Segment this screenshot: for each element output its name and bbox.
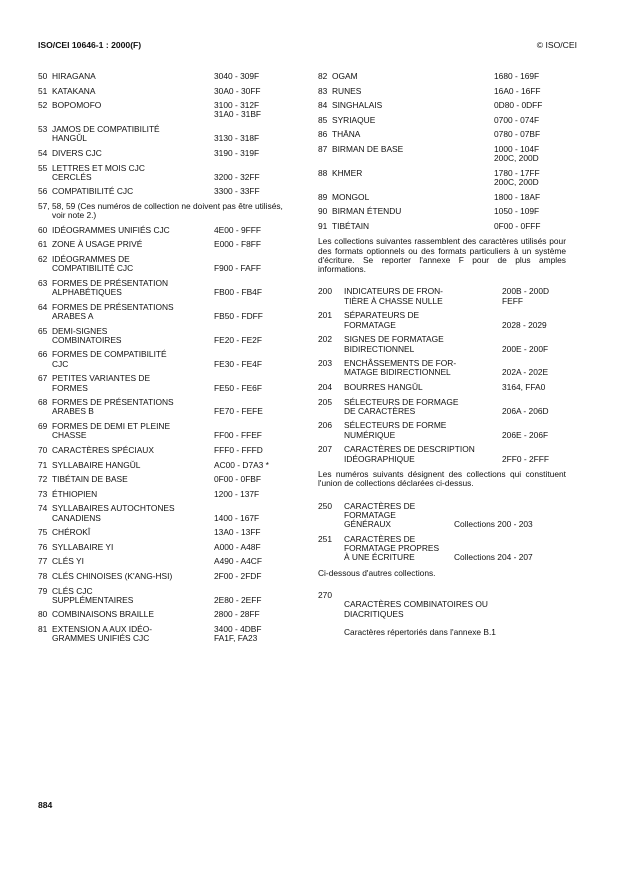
collection-name: TIBÉTAIN DE BASE xyxy=(52,474,128,485)
collection-name: HIRAGANA xyxy=(52,71,96,81)
collection-name: CARACTÈRES DE DESCRIPTION IDÉOGRAPHIQUE xyxy=(344,444,475,464)
collection-number: 206 xyxy=(318,420,332,431)
collection-name: SYRIAQUE xyxy=(332,114,376,125)
collection-number: 82 xyxy=(318,71,328,81)
collection-code-range: 206A - 206D xyxy=(502,405,549,416)
collection-row xyxy=(318,101,566,110)
collection-row xyxy=(318,535,566,563)
right-column xyxy=(318,72,566,652)
collection-name: CLÉS YI xyxy=(52,556,84,567)
collection-number: 52 xyxy=(38,100,48,111)
collection-number: 64 xyxy=(38,301,48,312)
collection-number: 61 xyxy=(38,239,48,250)
collection-code-range: 0780 - 07BF xyxy=(494,129,541,140)
collection-row xyxy=(318,207,566,216)
collection-code-range: AC00 - D7A3 * xyxy=(214,459,269,470)
collection-number: 60 xyxy=(38,224,48,235)
collection-number: 78 xyxy=(38,571,48,581)
collection-row xyxy=(38,303,286,322)
collection-row xyxy=(318,335,566,354)
collection-code-range: 30A0 - 30FF xyxy=(214,85,261,96)
collection-row xyxy=(38,398,286,417)
collection-row xyxy=(38,625,286,644)
collection-number: 91 xyxy=(318,220,328,231)
collection-name: SYLLABAIRE HANGŬL xyxy=(52,459,141,470)
collection-name: CARACTÈRES COMBINATOIRES OU DIACRITIQUES xyxy=(344,599,488,619)
collection-row xyxy=(38,72,286,81)
collection-number: 87 xyxy=(318,143,328,154)
collection-number: 67 xyxy=(38,373,48,384)
collection-row xyxy=(38,504,286,523)
collection-name: BOPOMOFO xyxy=(52,100,102,111)
collection-row xyxy=(38,557,286,566)
collection-code-range: Collections 204 - 207 xyxy=(454,552,533,563)
collection-number: 203 xyxy=(318,358,332,369)
collection-code-range: F900 - FAFF xyxy=(214,263,262,274)
collection-name: SÉLECTEURS DE FORME NUMÉRIQUE xyxy=(344,420,447,440)
collection-name: BOURRES HANGŬL xyxy=(344,381,423,392)
collection-number: 74 xyxy=(38,503,48,514)
collection-name: IDÉOGRAMMES UNIFIÉS CJC xyxy=(52,224,170,235)
collection-code-range: A490 - A4CF xyxy=(214,556,262,567)
collection-name: IDÉOGRAMMES DE COMPATIBILITÉ CJC xyxy=(52,253,134,274)
collection-code-range: FE20 - FE2F xyxy=(214,334,262,345)
collection-row xyxy=(38,475,286,484)
collection-number: 207 xyxy=(318,444,332,455)
collection-name: FORMES DE PRÉSENTATION ALPHABÉTIQUES xyxy=(52,277,169,298)
collection-list-b xyxy=(38,226,286,644)
collection-name: FORMES DE PRÉSENTATIONS ARABES A xyxy=(52,301,174,321)
collection-number: 50 xyxy=(38,71,48,81)
other-collection-row xyxy=(318,591,566,647)
collection-name: COMPATIBILITÉ CJC xyxy=(52,186,134,197)
collection-row xyxy=(318,359,566,378)
collection-row xyxy=(38,446,286,455)
collection-row xyxy=(38,255,286,274)
collection-code-range: 0D80 - 0DFF xyxy=(494,100,543,111)
collection-row xyxy=(318,222,566,231)
collection-code-range: 3300 - 33FF xyxy=(214,186,260,197)
collection-name: LETTRES ET MOIS CJC CERCLÉS xyxy=(52,162,145,182)
collection-number: 79 xyxy=(38,585,48,596)
collection-row xyxy=(318,445,566,464)
collection-list-a xyxy=(38,72,286,197)
collection-number: 62 xyxy=(38,253,48,264)
collection-name: ÉTHIOPIEN xyxy=(52,488,98,499)
collection-code-range: 2F00 - 2FDF xyxy=(214,571,262,581)
collection-code-range: 13A0 - 13FF xyxy=(214,527,261,538)
collection-row xyxy=(318,311,566,330)
other-intro-paragraph: Ci-dessous d'autres collections. xyxy=(318,567,436,578)
collection-name: SINGHALAIS xyxy=(332,100,383,111)
collection-code-range: Collections 200 - 203 xyxy=(454,519,533,530)
collection-number: 65 xyxy=(38,325,48,336)
collection-number: 84 xyxy=(318,100,328,111)
collection-name: SÉLECTEURS DE FORMAGE DE CARACTÈRES xyxy=(344,396,459,416)
collection-number: 54 xyxy=(38,147,48,158)
collection-row xyxy=(318,116,566,125)
collection-name: FORMES DE DEMI ET PLEINE CHASSE xyxy=(52,421,171,441)
collection-row xyxy=(318,287,566,306)
page-number: 884 xyxy=(38,800,53,810)
collection-code-range: 2800 - 28FF xyxy=(214,609,260,620)
collection-number: 83 xyxy=(318,85,328,96)
collection-code-range: 1050 - 109F xyxy=(494,206,540,217)
collection-row xyxy=(38,461,286,470)
collection-row xyxy=(38,164,286,183)
collection-row xyxy=(38,528,286,537)
collection-row xyxy=(38,490,286,499)
collection-number: 205 xyxy=(318,396,332,407)
left-column xyxy=(38,72,286,649)
collection-name: BIRMAN DE BASE xyxy=(332,143,404,154)
collection-number: 72 xyxy=(38,474,48,485)
collection-code-range: 200B - 200D FEFF xyxy=(502,286,550,306)
collection-code-range: FB50 - FDFF xyxy=(214,310,263,321)
union-collection-list xyxy=(318,502,566,563)
collection-code-range: 3190 - 319F xyxy=(214,147,260,158)
collection-code-range: FB00 - FB4F xyxy=(214,287,262,298)
collection-number: 90 xyxy=(318,206,328,217)
collection-row xyxy=(38,543,286,552)
collection-row xyxy=(38,572,286,581)
collection-name: RUNES xyxy=(332,85,362,96)
collection-number: 88 xyxy=(318,167,328,178)
collection-code-range: 3130 - 318F xyxy=(214,133,260,144)
collection-code-range: 1000 - 104F 200C, 200D xyxy=(494,143,540,164)
collection-code-range: A000 - A48F xyxy=(214,541,261,552)
collection-code-range: 1800 - 18AF xyxy=(494,191,541,202)
collection-name: CLÉS CHINOISES (K'ANG-HSI) xyxy=(52,571,173,581)
union-intro-paragraph: Les numéros suivants désignent des collections qui constituent l'union de collections déclarées ci-dessus. xyxy=(318,468,566,489)
collection-number: 71 xyxy=(38,459,48,470)
collection-code-range: FE30 - FE4F xyxy=(214,358,262,369)
collection-row xyxy=(38,327,286,346)
collection-row xyxy=(318,502,566,530)
collection-name: CLÉS CJC SUPPLÉMENTAIRES xyxy=(52,585,134,605)
collection-number: 201 xyxy=(318,310,332,321)
copyright-header: © ISO/CEI xyxy=(536,40,577,50)
collection-name: DEMI-SIGNES COMBINATOIRES xyxy=(52,325,122,345)
collection-row xyxy=(318,398,566,417)
collection-number: 85 xyxy=(318,114,328,125)
collection-number: 204 xyxy=(318,381,332,392)
collection-code-range: 16A0 - 16FF xyxy=(494,85,541,96)
collection-number: 200 xyxy=(318,286,332,297)
collection-number: 53 xyxy=(38,124,48,135)
collection-row xyxy=(38,350,286,369)
collection-code-range: 1400 - 167F xyxy=(214,512,260,523)
collection-name: COMBINAISONS BRAILLE xyxy=(52,609,154,620)
collection-number: 56 xyxy=(38,186,48,197)
collection-code-range: 200E - 200F xyxy=(502,343,549,354)
document-standard-header: ISO/CEI 10646-1 : 2000(F) xyxy=(38,40,142,50)
collection-row xyxy=(38,87,286,96)
collection-code-range: 3040 - 309F xyxy=(214,71,260,81)
collection-code-range: 0F00 - 0FFF xyxy=(494,220,541,231)
collection-name: FORMES DE COMPATIBILITÉ CJC xyxy=(52,349,167,369)
collection-number: 202 xyxy=(318,334,332,345)
collection-name: DIVERS CJC xyxy=(52,147,102,158)
collection-row xyxy=(38,125,286,144)
collection-code-range: FE50 - FE6F xyxy=(214,382,262,393)
collection-name: ZONE À USAGE PRIVÉ xyxy=(52,239,143,250)
collection-row xyxy=(318,421,566,440)
collection-number: 86 xyxy=(318,129,328,140)
collection-code-range: 3100 - 312F 31A0 - 31BF xyxy=(214,100,262,120)
collection-row xyxy=(38,422,286,441)
collection-name: SÉPARATEURS DE FORMATAGE xyxy=(344,310,420,330)
collection-number: 63 xyxy=(38,277,48,288)
collection-name: THĀNA xyxy=(332,129,361,140)
collection-row xyxy=(38,226,286,235)
collection-name: CARACTÈRES DE FORMATAGE PROPRES À UNE ÉCRITURE xyxy=(344,533,440,563)
collection-row xyxy=(38,279,286,298)
collection-row xyxy=(318,383,566,392)
collection-code-range: 2028 - 2029 xyxy=(502,319,547,330)
collection-number: 81 xyxy=(38,624,48,635)
collection-number: 66 xyxy=(38,349,48,360)
collection-description: Caractères répertoriés dans l'annexe B.1 xyxy=(344,627,496,638)
collection-row xyxy=(38,101,286,120)
collection-code-range: 206E - 206F xyxy=(502,429,549,440)
collection-name: CHÉROKÎ xyxy=(52,527,91,538)
collection-name: OGAM xyxy=(332,71,358,81)
collection-list-c xyxy=(318,72,566,231)
collection-name: BIRMAN ÉTENDU xyxy=(332,206,402,217)
collection-row xyxy=(38,240,286,249)
collection-name: PETITES VARIANTES DE FORMES xyxy=(52,373,151,393)
collection-row xyxy=(38,374,286,393)
collection-number: 80 xyxy=(38,609,48,620)
collection-code-range: 3400 - 4DBF FA1F, FA23 xyxy=(214,624,262,644)
collection-name: ENCHÂSSEMENTS DE FOR- MATAGE BIDIRECTIONNEL xyxy=(344,358,457,378)
collection-name: FORMES DE PRÉSENTATIONS ARABES B xyxy=(52,397,174,417)
format-intro-paragraph: Les collections suivantes rassemblent des caractères utilisés pour des formats optionnels ou des formats particuliers à un système d'écriture. Se reporter l'annexe F pour de plus amples informations. xyxy=(318,236,566,275)
collection-name: EXTENSION A AUX IDÉO- GRAMMES UNIFIÉS CJC xyxy=(52,624,153,644)
collection-code-range: 1200 - 137F xyxy=(214,488,260,499)
collection-number: 70 xyxy=(38,444,48,455)
collection-row xyxy=(318,87,566,96)
collection-name: SYLLABAIRE YI xyxy=(52,541,114,552)
collection-code-range: 2FF0 - 2FFF xyxy=(502,453,549,464)
collection-number: 73 xyxy=(38,488,48,499)
collection-code-range: FF00 - FFEF xyxy=(214,430,262,441)
collection-code-range: FFF0 - FFFD xyxy=(214,444,263,455)
collection-row xyxy=(318,169,566,188)
collection-code-range: 0F00 - 0FBF xyxy=(214,474,262,485)
collection-row xyxy=(318,130,566,139)
collection-number: 251 xyxy=(318,533,332,544)
collection-number: 55 xyxy=(38,162,48,173)
collection-number: 89 xyxy=(318,191,328,202)
collection-row xyxy=(38,610,286,619)
collection-name: SYLLABAIRES AUTOCHTONES CANADIENS xyxy=(52,503,175,523)
collection-code-range: 0700 - 074F xyxy=(494,114,540,125)
collection-name: KATAKANA xyxy=(52,85,96,96)
format-collection-list xyxy=(318,287,566,464)
collection-name: MONGOL xyxy=(332,191,370,202)
collection-name: INDICATEURS DE FRON- TIÈRE À CHASSE NULLE xyxy=(344,286,443,306)
collection-code-range: 3200 - 32FF xyxy=(214,171,260,182)
collection-code-range: 3164, FFA0 xyxy=(502,381,546,392)
collection-code-range: E000 - F8FF xyxy=(214,239,262,250)
collection-number: 51 xyxy=(38,85,48,96)
collection-number: 77 xyxy=(38,556,48,567)
collection-name: JAMOS DE COMPATIBILITÉ HANGŬL xyxy=(52,124,160,144)
collection-row xyxy=(318,72,566,81)
collection-number: 250 xyxy=(318,500,332,511)
collection-number: 68 xyxy=(38,397,48,408)
collection-row xyxy=(38,187,286,196)
collection-name: SIGNES DE FORMATAGE BIDIRECTIONNEL xyxy=(344,334,444,354)
collection-number: 76 xyxy=(38,541,48,552)
collection-number: 75 xyxy=(38,527,48,538)
collection-code-range: 202A - 202E xyxy=(502,367,549,378)
collection-code-range: 2E80 - 2EFF xyxy=(214,594,262,605)
collection-number: 270 xyxy=(318,589,332,600)
collection-row xyxy=(38,587,286,606)
collection-number: 69 xyxy=(38,421,48,432)
collection-code-range: 1780 - 17FF 200C, 200D xyxy=(494,167,540,188)
collection-code-range: FE70 - FEFE xyxy=(214,406,263,417)
reserved-note: 57, 58, 59 (Ces numéros de collection ne doivent pas être utilisés, voir note 2.) xyxy=(38,201,283,221)
collection-code-range: 1680 - 169F xyxy=(494,71,540,81)
collection-name: CARACTÈRES DE FORMATAGE GÉNÉRAUX xyxy=(344,500,416,530)
collection-code-range: 4E00 - 9FFF xyxy=(214,224,262,235)
collection-row xyxy=(318,193,566,202)
collection-row xyxy=(38,149,286,158)
collection-name: KHMER xyxy=(332,167,363,178)
collection-name: TIBÉTAIN xyxy=(332,220,370,231)
collection-row xyxy=(318,145,566,164)
collection-name: CARACTÈRES SPÉCIAUX xyxy=(52,444,154,455)
